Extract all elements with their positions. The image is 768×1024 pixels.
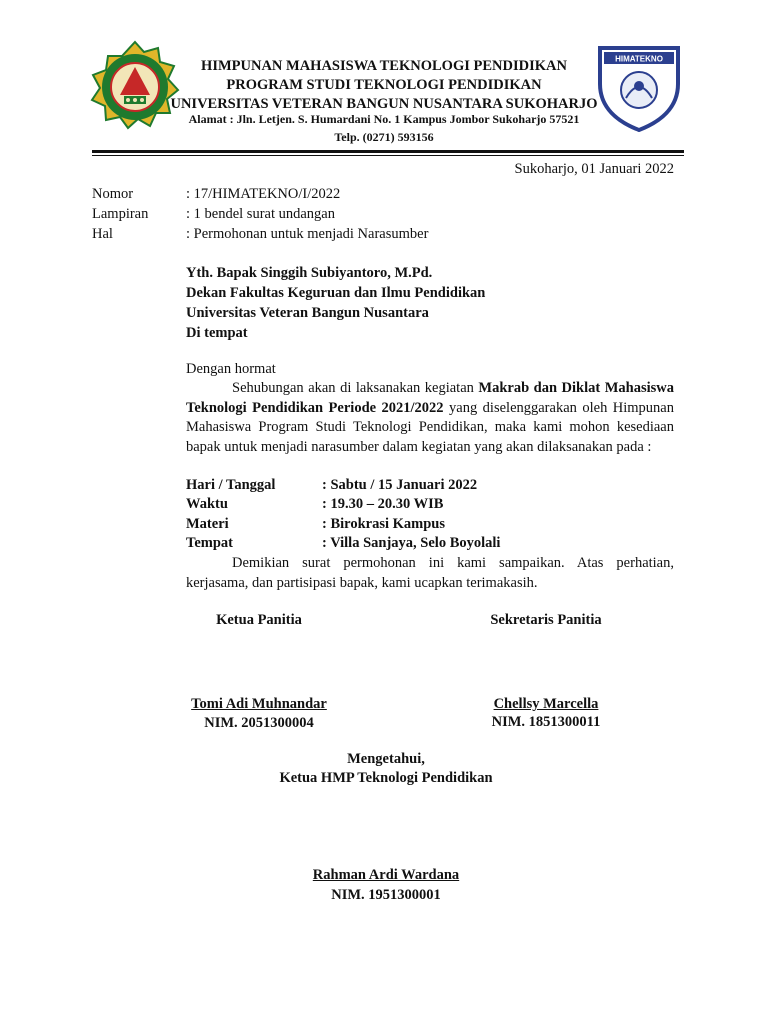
detail-value: : 19.30 – 20.30 WIB [322, 496, 444, 512]
letterhead-line-2: PROGRAM STUDI TEKNOLOGI PENDIDIKAN [226, 77, 542, 93]
detail-label: Hari / Tanggal [186, 477, 276, 493]
meta-label: Lampiran [92, 206, 149, 222]
signature-right-title: Sekretaris Panitia [490, 612, 602, 628]
detail-value: : Villa Sanjaya, Selo Boyolali [322, 535, 501, 551]
body-paragraph-1 [186, 379, 674, 457]
recipient-line-2: Dekan Fakultas Keguruan dan Ilmu Pendidikan [186, 285, 486, 301]
letter-date: Sukoharjo, 01 Januari 2022 [514, 161, 674, 177]
body-p1-end: yang diselenggarakan oleh Himpunan Mahasiswa Program Studi Teknologi Pendidikan, maka kami mohon kesediaan bapak untuk menjadi narasumber dalam kegiatan yang akan dilaksanakan pada : [186, 399, 674, 455]
recipient-line-3: Universitas Veteran Bangun Nusantara [186, 305, 429, 321]
letterhead-phone: Telp. (0271) 593156 [334, 130, 434, 144]
detail-value: : Sabtu / 15 Januari 2022 [322, 477, 478, 493]
letterhead-rule-thick [92, 150, 684, 153]
detail-row-date [186, 477, 477, 494]
meta-label: Hal [92, 226, 113, 242]
signature-left-title: Ketua Panitia [216, 612, 302, 628]
recipient-line-4: Di tempat [186, 325, 248, 341]
signature-left-nim: NIM. 2051300004 [204, 715, 314, 731]
body-p1-event: Makrab dan Diklat Mahasiswa Teknologi Pendidikan Periode 2021/2022 [186, 380, 674, 416]
meta-value: : Permohonan untuk menjadi Narasumber [186, 226, 429, 242]
detail-row-topic [186, 516, 445, 533]
letterhead-rule-thin [92, 155, 684, 156]
detail-label: Waktu [186, 496, 228, 512]
detail-row-place [186, 535, 500, 552]
acknowledge-line-2: Ketua HMP Teknologi Pendidikan [279, 770, 493, 786]
meta-label: Nomor [92, 186, 134, 202]
detail-label: Materi [186, 516, 229, 532]
recipient-block [186, 263, 485, 343]
detail-label: Tempat [186, 535, 233, 551]
body-p1-start: Sehubungan akan di laksanakan kegiatan [232, 380, 479, 396]
acknowledge-line-1: Mengetahui, [347, 751, 425, 767]
acknowledge-nim: NIM. 1951300001 [331, 887, 441, 903]
signature-right-name: Chellsy Marcella [493, 696, 599, 712]
letterhead-line-1: HIMPUNAN MAHASISWA TEKNOLOGI PENDIDIKAN [201, 58, 567, 74]
himatekno-logo-text: HIMATEKNO [615, 54, 663, 64]
detail-row-time [186, 496, 443, 513]
recipient-line-1: Yth. Bapak Singgih Subiyantoro, M.Pd. [186, 265, 433, 281]
acknowledge-name: Rahman Ardi Wardana [312, 867, 460, 883]
closing-paragraph: Demikian surat permohonan ini kami sampaikan. Atas perhatian, kerjasama, dan partisipasi bapak, kami ucapkan terimakasih. [186, 555, 674, 591]
detail-value: : Birokrasi Kampus [322, 516, 446, 532]
meta-row-nomor [92, 186, 340, 203]
meta-row-hal [92, 226, 428, 243]
signature-left-name: Tomi Adi Muhnandar [191, 696, 327, 712]
letterhead-line-3: UNIVERSITAS VETERAN BANGUN NUSANTARA SUKOHARJO [170, 96, 598, 112]
signature-right-nim: NIM. 1851300011 [491, 714, 601, 730]
meta-row-lampiran [92, 206, 335, 223]
letterhead-address: Alamat : Jln. Letjen. S. Humardani No. 1 Kampus Jombor Sukoharjo 57521 [188, 112, 580, 126]
meta-value: : 1 bendel surat undangan [186, 206, 335, 222]
meta-value: : 17/HIMATEKNO/I/2022 [186, 186, 341, 202]
greeting: Dengan hormat [186, 361, 276, 377]
